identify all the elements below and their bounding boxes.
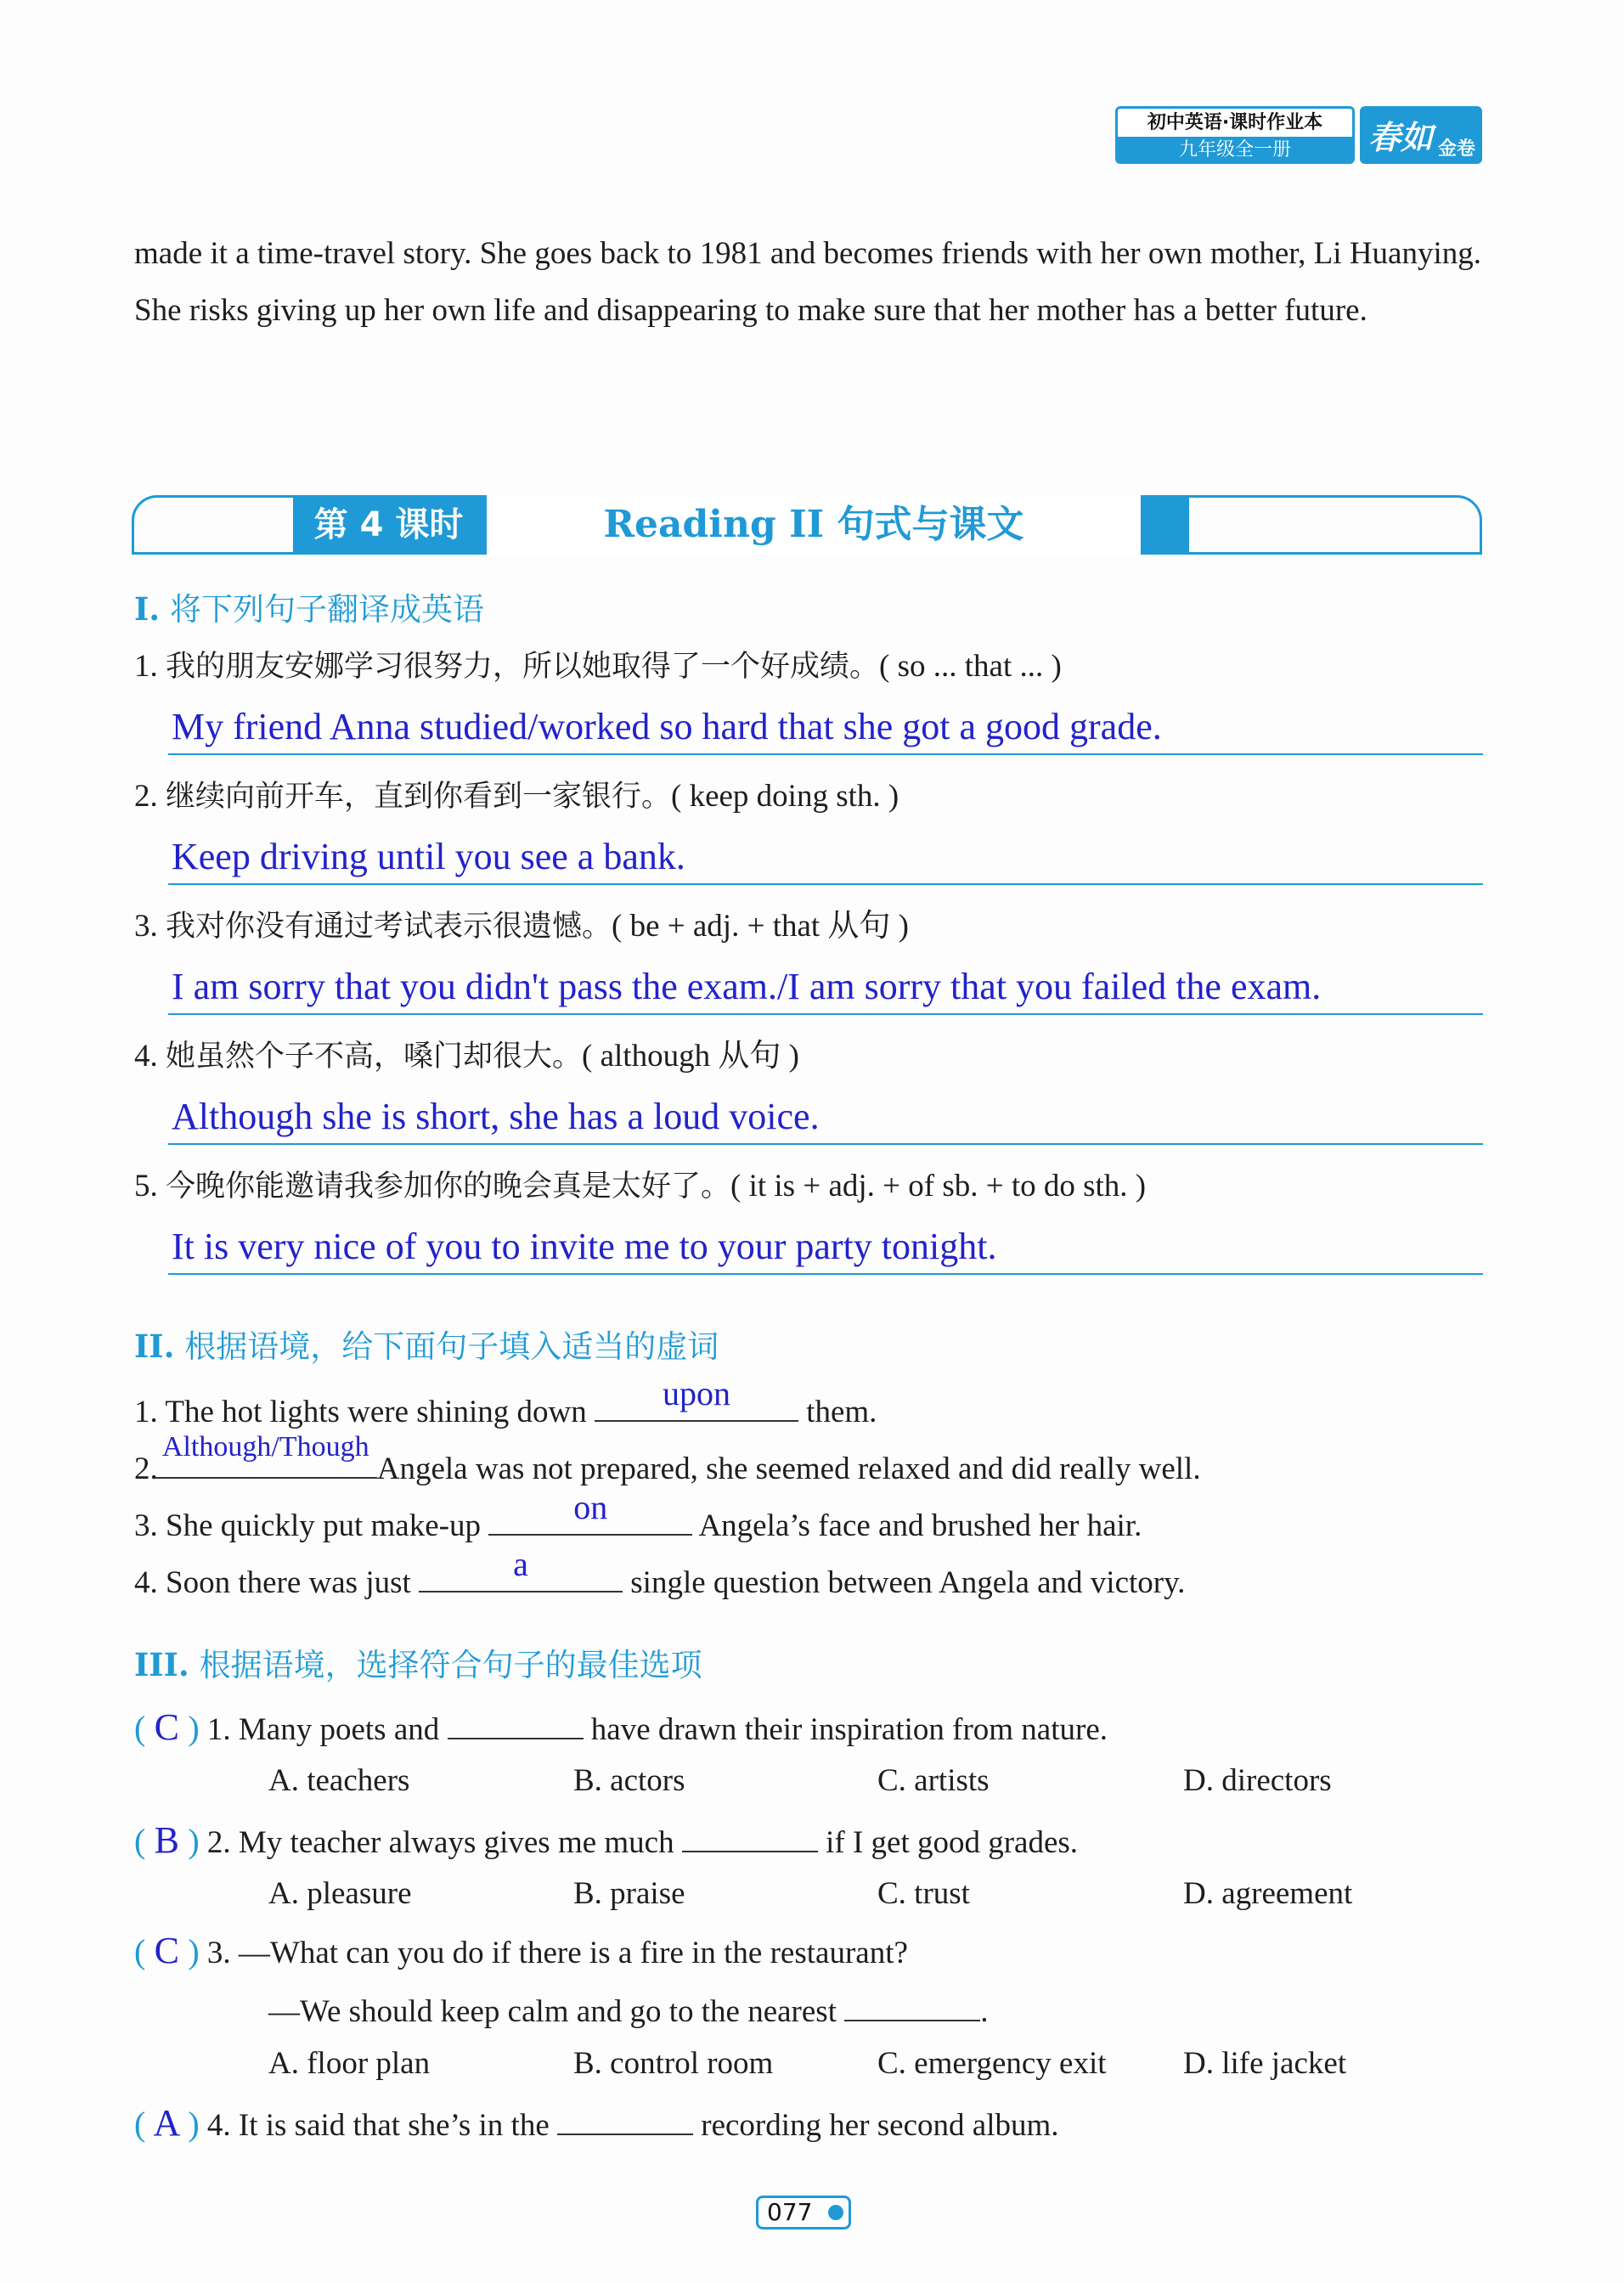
question-number: 4.	[206, 2108, 231, 2143]
option-b: B. actors	[573, 1763, 685, 1798]
question-text: them.	[806, 1395, 877, 1429]
question-number: 2.	[134, 779, 158, 814]
question-number: 5.	[134, 1169, 158, 1204]
question-number: 1.	[134, 1395, 158, 1429]
brand-logo-main: 春如	[1368, 118, 1434, 156]
choice-question-3	[134, 1930, 908, 1975]
question-text: if I get good grades.	[826, 1825, 1079, 1860]
intro-paragraph: made it a time-travel story. She goes back to 1981 and becomes friends with her own mother, Li Huanying. She risks giving up her own life and disappearing to make sure that her mother has a better future.	[134, 236, 1481, 328]
answer-bracket-close: )	[188, 1709, 200, 1747]
translation-question-4	[134, 1035, 799, 1078]
translation-question-5	[134, 1165, 1146, 1208]
question-text: —What can you do if there is a fire in the restaurant?	[238, 1936, 908, 1970]
series-title: 初中英语·课时作业本	[1118, 109, 1352, 137]
question-text: recording her second album.	[701, 2108, 1059, 2143]
fill-question-3	[134, 1488, 1142, 1547]
question-chinese: 继续向前开车，直到你看到一家银行。	[166, 780, 672, 814]
question-text: Angela’s face and brushed her hair.	[698, 1508, 1142, 1543]
translation-answer-3: I am sorry that you didn't pass the exam./I am sorry that you failed the exam.	[172, 966, 1322, 1007]
answer-blank	[488, 1488, 692, 1536]
answer-blank	[844, 1986, 980, 2021]
question-number: 3.	[134, 1508, 158, 1543]
translation-question-3	[134, 905, 909, 948]
answer-blank	[595, 1374, 798, 1422]
question-hint: ( be + adj. + that 从句 )	[612, 909, 909, 944]
choice-answer: A	[153, 2102, 181, 2144]
question-number: 3.	[206, 1936, 231, 1970]
option-a: A. floor plan	[268, 2046, 431, 2081]
section-2-title	[134, 1325, 719, 1368]
section-1-title	[134, 588, 484, 631]
answer-blank	[419, 1545, 623, 1592]
section-3-title	[134, 1643, 702, 1687]
question-number: 1.	[134, 649, 158, 684]
translation-question-1	[134, 645, 1062, 688]
question-hint: ( although 从句 )	[582, 1039, 799, 1074]
choice-question-2	[134, 1817, 1078, 1864]
answer-line	[168, 753, 1483, 755]
option-c: C. artists	[877, 1763, 990, 1798]
blank-answer: upon	[662, 1374, 730, 1412]
question-text: .	[980, 1994, 989, 2029]
question-number: 1.	[206, 1712, 231, 1747]
answer-bracket-open: (	[134, 1932, 146, 1970]
option-d: D. life jacket	[1183, 2046, 1347, 2081]
series-badge	[1115, 106, 1482, 164]
translation-answer-1: My friend Anna studied/worked so hard that she got a good grade.	[172, 706, 1162, 747]
fill-question-4	[134, 1545, 1186, 1604]
answer-bracket-open: (	[134, 1822, 146, 1860]
blank-answer: Although/Though	[161, 1431, 369, 1463]
question-text: The hot lights were shining down	[165, 1395, 587, 1429]
page-number-text: 077	[767, 2198, 813, 2226]
answer-line	[168, 883, 1483, 885]
section-1-number: I.	[134, 590, 161, 628]
question-text: single question between Angela and victory.	[630, 1565, 1186, 1600]
option-d: D. directors	[1183, 1763, 1332, 1798]
brand-logo-sub: 金卷	[1437, 138, 1475, 160]
option-c: C. emergency exit	[877, 2046, 1107, 2081]
option-b: B. control room	[573, 2046, 774, 2081]
section-1-heading: 将下列句子翻译成英语	[169, 591, 484, 628]
question-number: 3.	[134, 909, 158, 944]
option-b: B. praise	[573, 1876, 685, 1911]
lesson-title: Reading II 句式与课文	[487, 495, 1141, 555]
question-number: 2.	[206, 1825, 231, 1860]
answer-line	[168, 1143, 1483, 1145]
fill-question-2	[134, 1431, 1201, 1491]
choice-question-3-line-2	[268, 1986, 988, 2033]
choice-question-4	[134, 2100, 1059, 2147]
section-2-number: II.	[134, 1328, 175, 1365]
lesson-number: 第 4 课时	[293, 495, 484, 555]
choice-question-1	[134, 1704, 1108, 1751]
answer-bracket-close: )	[188, 2105, 200, 2143]
answer-blank	[448, 1704, 584, 1739]
brand-logo	[1360, 106, 1482, 164]
answer-blank	[557, 2100, 693, 2135]
answer-bracket-open: (	[134, 2105, 146, 2143]
option-c: C. trust	[877, 1876, 970, 1911]
translation-answer-5: It is very nice of you to invite me to your party tonight.	[172, 1226, 997, 1267]
section-2-heading: 根据语境，给下面句子填入适当的虚词	[184, 1328, 719, 1365]
question-text: —We should keep calm and go to the nearest	[268, 1994, 837, 2029]
question-text: Many poets and	[238, 1712, 440, 1747]
question-text: Soon there was just	[166, 1565, 411, 1600]
question-text: She quickly put make-up	[166, 1508, 481, 1543]
question-text: It is said that she’s in the	[238, 2108, 550, 2143]
section-3-heading: 根据语境，选择符合句子的最佳选项	[199, 1647, 702, 1683]
question-text: My teacher always gives me much	[238, 1825, 674, 1860]
answer-line	[168, 1013, 1483, 1015]
question-chinese: 今晚你能邀请我参加你的晚会真是太好了。	[166, 1170, 731, 1204]
question-number: 4.	[134, 1039, 158, 1074]
section-3-number: III.	[134, 1646, 189, 1683]
translation-answer-2: Keep driving until you see a bank.	[172, 836, 685, 877]
lesson-banner	[293, 495, 1189, 555]
choice-answer: C	[154, 1706, 179, 1748]
blank-answer: a	[513, 1545, 528, 1583]
answer-bracket-close: )	[188, 1932, 200, 1970]
answer-bracket-close: )	[188, 1822, 200, 1860]
grade-label: 九年级全一册	[1118, 137, 1352, 164]
question-text: Angela was not prepared, she seemed relaxed and did really well.	[376, 1452, 1201, 1486]
question-chinese: 她虽然个子不高，嗓门却很大。	[166, 1040, 583, 1074]
blank-answer: on	[573, 1488, 608, 1526]
option-a: A. pleasure	[268, 1876, 412, 1911]
question-chinese: 我对你没有通过考试表示很遗憾。	[166, 910, 612, 944]
translation-question-2	[134, 775, 899, 818]
question-number: 2.	[134, 1452, 158, 1486]
answer-bracket-open: (	[134, 1709, 146, 1747]
translation-answer-4: Although she is short, she has a loud voice.	[172, 1096, 820, 1137]
answer-blank	[155, 1431, 377, 1479]
answer-blank	[682, 1817, 818, 1852]
question-hint: ( so ... that ... )	[879, 649, 1062, 684]
question-hint: ( keep doing sth. )	[671, 779, 899, 814]
answer-line	[168, 1273, 1483, 1275]
choice-answer: C	[154, 1930, 179, 1971]
option-d: D. agreement	[1183, 1876, 1353, 1911]
option-a: A. teachers	[268, 1763, 410, 1798]
page-dot-icon	[828, 2205, 843, 2220]
page-number	[756, 2196, 851, 2229]
question-number: 4.	[134, 1565, 158, 1600]
question-chinese: 我的朋友安娜学习很努力，所以她取得了一个好成绩。	[166, 650, 880, 684]
series-label	[1115, 106, 1355, 164]
question-text: have drawn their inspiration from nature.	[590, 1712, 1108, 1747]
question-hint: ( it is + adj. + of sb. + to do sth. )	[730, 1169, 1147, 1204]
choice-answer: B	[154, 1819, 179, 1861]
